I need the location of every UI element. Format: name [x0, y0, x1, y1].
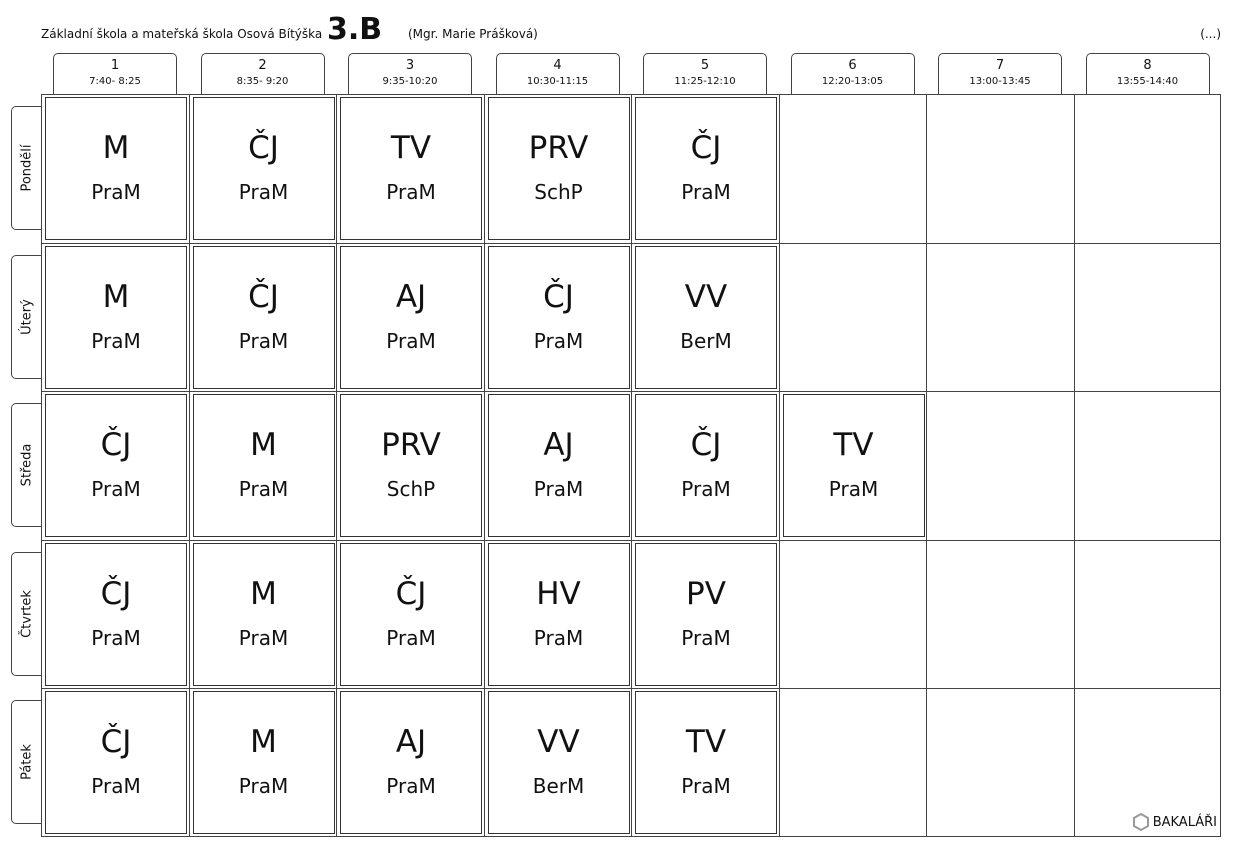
grid-row-divider [42, 243, 1220, 244]
lesson-teacher: PraM [533, 477, 584, 502]
lesson-teacher: PraM [828, 477, 879, 502]
period-number: 8 [1143, 58, 1152, 73]
school-name: Základní škola a mateřská škola Osová Bítýška [41, 27, 323, 41]
lesson-subject: VV [684, 278, 728, 315]
day-tab [11, 700, 42, 824]
period-number: 4 [553, 58, 562, 73]
lesson-subject: HV [536, 575, 581, 612]
lesson-teacher: SchP [386, 477, 436, 502]
period-number: 3 [405, 58, 415, 73]
lesson-subject: ČJ [690, 427, 722, 464]
lesson-teacher: PraM [681, 625, 731, 650]
lesson-teacher: PraM [681, 180, 731, 204]
grid-column-divider [189, 95, 190, 836]
more-link[interactable]: (...) [1200, 27, 1221, 41]
lesson-subject: VV [537, 724, 580, 761]
period-time: 12:20-13:05 [821, 76, 884, 87]
lesson-teacher: BerM [532, 774, 585, 799]
lesson-subject: ČJ [100, 575, 132, 612]
lesson-cell[interactable] [488, 394, 630, 537]
lesson-subject: M [250, 724, 277, 761]
lesson-teacher: PraM [91, 328, 141, 353]
lesson-cell[interactable] [340, 543, 482, 686]
period-header-5 [643, 53, 767, 95]
lesson-cell[interactable] [488, 543, 630, 686]
lesson-teacher: PraM [386, 180, 436, 204]
lesson-teacher: PraM [91, 625, 141, 650]
grid-row-divider [42, 391, 1220, 392]
period-header-4 [496, 53, 620, 95]
hexagon-logo-icon [1133, 813, 1149, 831]
lesson-cell[interactable] [193, 246, 335, 389]
lesson-cell[interactable] [45, 97, 187, 240]
lesson-subject: M [102, 278, 130, 315]
lesson-subject: M [250, 427, 277, 464]
lesson-teacher: BerM [680, 328, 732, 353]
lesson-teacher: PraM [533, 328, 584, 353]
period-header-7 [938, 53, 1062, 95]
period-number: 5 [700, 58, 710, 73]
lesson-subject: TV [833, 427, 874, 464]
day-tab [11, 552, 42, 676]
period-number: 7 [995, 58, 1005, 73]
grid-row-divider [42, 540, 1220, 541]
timetable-grid [41, 94, 1221, 837]
period-header-3 [348, 53, 472, 95]
period-number: 2 [258, 58, 267, 73]
period-number: 6 [848, 58, 857, 73]
lesson-teacher: PraM [386, 774, 436, 799]
period-number: 1 [110, 58, 120, 73]
lesson-subject: TV [685, 724, 727, 761]
lesson-subject: ČJ [690, 130, 722, 166]
lesson-cell[interactable] [635, 543, 777, 686]
period-time: 8:35- 9:20 [236, 76, 289, 87]
lesson-subject: AJ [395, 724, 427, 761]
period-time: 9:35-10:20 [382, 76, 438, 87]
lesson-teacher: PraM [91, 477, 141, 502]
lesson-subject: ČJ [395, 575, 427, 612]
period-time: 13:55-14:40 [1116, 76, 1179, 87]
bakalari-logo [1133, 813, 1217, 831]
lesson-cell[interactable] [783, 394, 925, 537]
period-time: 7:40- 8:25 [89, 76, 141, 87]
lesson-cell[interactable] [193, 543, 335, 686]
lesson-cell[interactable] [45, 691, 187, 834]
lesson-teacher: PraM [91, 774, 141, 799]
class-teacher: (Mgr. Marie Prášková) [408, 27, 538, 41]
lesson-teacher: PraM [681, 774, 731, 799]
grid-row-divider [42, 688, 1220, 689]
grid-column-divider [336, 95, 337, 836]
day-label: Čtvrtek [19, 589, 35, 638]
day-tab [11, 106, 42, 230]
lesson-teacher: PraM [238, 477, 289, 502]
day-tab [11, 403, 42, 527]
lesson-cell[interactable] [340, 691, 482, 834]
lesson-cell[interactable] [45, 543, 187, 686]
lesson-subject: ČJ [543, 278, 574, 315]
lesson-teacher: PraM [238, 625, 289, 650]
lesson-subject: M [250, 575, 277, 612]
grid-column-divider [779, 95, 780, 836]
lesson-teacher: PraM [533, 625, 584, 650]
lesson-cell[interactable] [45, 246, 187, 389]
lesson-subject: TV [390, 130, 432, 166]
lesson-cell[interactable] [193, 394, 335, 537]
period-header-1 [53, 53, 177, 95]
period-header-8 [1086, 53, 1210, 95]
lesson-cell[interactable] [488, 246, 630, 389]
lesson-subject: PRV [381, 427, 441, 464]
lesson-cell[interactable] [635, 691, 777, 834]
lesson-teacher: PraM [238, 774, 289, 799]
period-header-2 [201, 53, 325, 95]
day-tab [11, 255, 42, 379]
lesson-teacher: PraM [386, 328, 436, 353]
lesson-subject: ČJ [248, 130, 279, 166]
day-label: Středa [19, 443, 35, 487]
lesson-cell[interactable] [635, 246, 777, 389]
lesson-cell[interactable] [488, 691, 630, 834]
period-time: 11:25-12:10 [674, 76, 736, 87]
logo-text: BAKALÁŘI [1152, 814, 1217, 830]
lesson-cell[interactable] [45, 394, 187, 537]
lesson-cell[interactable] [635, 394, 777, 537]
lesson-subject: ČJ [100, 427, 132, 464]
lesson-teacher: PraM [386, 625, 436, 650]
lesson-teacher: PraM [238, 180, 289, 204]
lesson-cell[interactable] [340, 394, 482, 537]
period-header-6 [791, 53, 915, 95]
grid-column-divider [926, 95, 927, 836]
lesson-teacher: PraM [681, 477, 731, 502]
class-title: 3.B [327, 12, 383, 47]
lesson-teacher: SchP [534, 180, 583, 204]
grid-column-divider [631, 95, 632, 836]
grid-column-divider [484, 95, 485, 836]
lesson-subject: PRV [528, 130, 589, 166]
day-label: Úterý [19, 298, 35, 335]
lesson-cell[interactable] [340, 97, 482, 240]
period-time: 10:30-11:15 [526, 76, 589, 87]
lesson-subject: ČJ [100, 724, 132, 761]
lesson-cell[interactable] [193, 691, 335, 834]
lesson-cell[interactable] [193, 97, 335, 240]
lesson-teacher: PraM [91, 180, 141, 204]
lesson-cell[interactable] [488, 97, 630, 240]
lesson-subject: AJ [395, 278, 427, 315]
lesson-subject: AJ [543, 427, 574, 464]
lesson-subject: ČJ [248, 278, 279, 315]
day-label: Pátek [19, 744, 35, 781]
lesson-teacher: PraM [238, 328, 289, 353]
lesson-subject: M [102, 130, 130, 166]
day-label: Pondělí [19, 144, 35, 192]
lesson-subject: PV [686, 575, 726, 612]
lesson-cell[interactable] [340, 246, 482, 389]
lesson-cell[interactable] [635, 97, 777, 240]
grid-column-divider [1074, 95, 1075, 836]
period-time: 13:00-13:45 [969, 76, 1031, 87]
